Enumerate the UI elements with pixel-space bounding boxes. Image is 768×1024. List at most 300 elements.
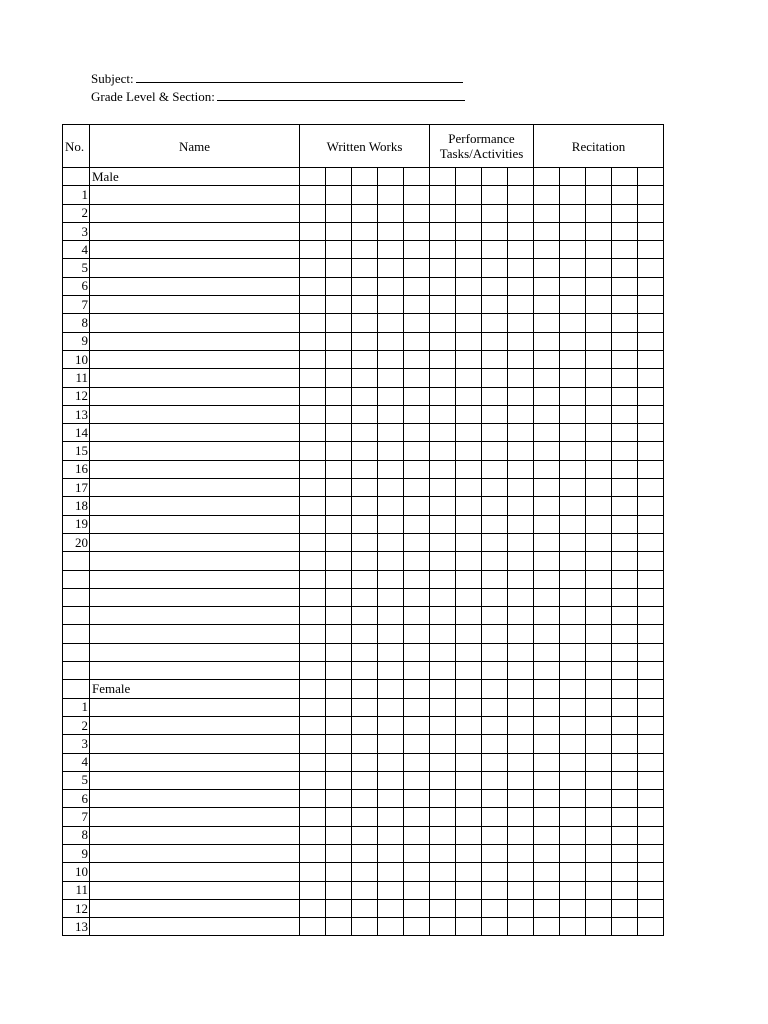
score-cell[interactable] [586, 460, 612, 478]
score-cell[interactable] [300, 387, 326, 405]
score-cell[interactable] [430, 570, 456, 588]
score-cell[interactable] [612, 808, 638, 826]
score-cell[interactable] [482, 350, 508, 368]
score-cell[interactable] [612, 442, 638, 460]
score-cell[interactable] [638, 643, 664, 661]
score-cell[interactable] [404, 716, 430, 734]
score-cell[interactable] [586, 369, 612, 387]
score-cell[interactable] [326, 680, 352, 698]
score-cell[interactable] [456, 625, 482, 643]
score-cell[interactable] [430, 497, 456, 515]
score-cell[interactable] [560, 570, 586, 588]
score-cell[interactable] [638, 424, 664, 442]
score-cell[interactable] [560, 442, 586, 460]
score-cell[interactable] [404, 680, 430, 698]
score-cell[interactable] [638, 790, 664, 808]
score-cell[interactable] [326, 808, 352, 826]
score-cell[interactable] [352, 369, 378, 387]
score-cell[interactable] [430, 387, 456, 405]
score-cell[interactable] [508, 552, 534, 570]
score-cell[interactable] [404, 570, 430, 588]
score-cell[interactable] [508, 442, 534, 460]
score-cell[interactable] [456, 881, 482, 899]
score-cell[interactable] [534, 332, 560, 350]
score-cell[interactable] [638, 515, 664, 533]
score-cell[interactable] [534, 790, 560, 808]
score-cell[interactable] [508, 844, 534, 862]
score-cell[interactable] [378, 863, 404, 881]
score-cell[interactable] [300, 625, 326, 643]
score-cell[interactable] [612, 735, 638, 753]
score-cell[interactable] [508, 588, 534, 606]
name-cell[interactable] [90, 369, 300, 387]
score-cell[interactable] [534, 552, 560, 570]
score-cell[interactable] [456, 662, 482, 680]
score-cell[interactable] [456, 350, 482, 368]
score-cell[interactable] [378, 387, 404, 405]
score-cell[interactable] [534, 186, 560, 204]
score-cell[interactable] [404, 460, 430, 478]
score-cell[interactable] [326, 662, 352, 680]
score-cell[interactable] [456, 204, 482, 222]
score-cell[interactable] [482, 790, 508, 808]
score-cell[interactable] [352, 277, 378, 295]
score-cell[interactable] [352, 296, 378, 314]
score-cell[interactable] [404, 369, 430, 387]
score-cell[interactable] [560, 735, 586, 753]
score-cell[interactable] [352, 442, 378, 460]
score-cell[interactable] [560, 826, 586, 844]
name-cell[interactable] [90, 881, 300, 899]
score-cell[interactable] [404, 881, 430, 899]
score-cell[interactable] [612, 350, 638, 368]
score-cell[interactable] [612, 918, 638, 936]
score-cell[interactable] [430, 460, 456, 478]
score-cell[interactable] [612, 460, 638, 478]
score-cell[interactable] [560, 497, 586, 515]
score-cell[interactable] [404, 387, 430, 405]
score-cell[interactable] [534, 698, 560, 716]
score-cell[interactable] [586, 296, 612, 314]
score-cell[interactable] [612, 314, 638, 332]
score-cell[interactable] [534, 863, 560, 881]
score-cell[interactable] [638, 662, 664, 680]
score-cell[interactable] [430, 808, 456, 826]
score-cell[interactable] [300, 332, 326, 350]
score-cell[interactable] [482, 533, 508, 551]
score-cell[interactable] [482, 881, 508, 899]
score-cell[interactable] [508, 735, 534, 753]
score-cell[interactable] [326, 881, 352, 899]
score-cell[interactable] [560, 259, 586, 277]
score-cell[interactable] [638, 753, 664, 771]
name-cell[interactable] [90, 753, 300, 771]
score-cell[interactable] [378, 643, 404, 661]
score-cell[interactable] [508, 479, 534, 497]
score-cell[interactable] [482, 296, 508, 314]
score-cell[interactable] [534, 350, 560, 368]
score-cell[interactable] [352, 222, 378, 240]
score-cell[interactable] [586, 790, 612, 808]
score-cell[interactable] [456, 241, 482, 259]
score-cell[interactable] [534, 314, 560, 332]
score-cell[interactable] [300, 680, 326, 698]
score-cell[interactable] [430, 241, 456, 259]
score-cell[interactable] [638, 241, 664, 259]
score-cell[interactable] [586, 442, 612, 460]
score-cell[interactable] [404, 607, 430, 625]
score-cell[interactable] [404, 771, 430, 789]
name-cell[interactable] [90, 259, 300, 277]
score-cell[interactable] [352, 241, 378, 259]
score-cell[interactable] [430, 826, 456, 844]
score-cell[interactable] [508, 771, 534, 789]
score-cell[interactable] [430, 369, 456, 387]
score-cell[interactable] [300, 552, 326, 570]
score-cell[interactable] [534, 662, 560, 680]
score-cell[interactable] [560, 277, 586, 295]
score-cell[interactable] [352, 405, 378, 423]
name-cell[interactable] [90, 588, 300, 606]
score-cell[interactable] [404, 863, 430, 881]
score-cell[interactable] [586, 497, 612, 515]
score-cell[interactable] [586, 277, 612, 295]
score-cell[interactable] [482, 552, 508, 570]
score-cell[interactable] [586, 607, 612, 625]
score-cell[interactable] [482, 662, 508, 680]
score-cell[interactable] [482, 204, 508, 222]
score-cell[interactable] [300, 222, 326, 240]
score-cell[interactable] [430, 552, 456, 570]
name-cell[interactable] [90, 808, 300, 826]
score-cell[interactable] [638, 918, 664, 936]
score-cell[interactable] [430, 643, 456, 661]
name-cell[interactable] [90, 186, 300, 204]
name-cell[interactable] [90, 918, 300, 936]
score-cell[interactable] [300, 716, 326, 734]
score-cell[interactable] [404, 277, 430, 295]
score-cell[interactable] [404, 662, 430, 680]
score-cell[interactable] [326, 241, 352, 259]
score-cell[interactable] [378, 369, 404, 387]
score-cell[interactable] [456, 277, 482, 295]
score-cell[interactable] [378, 918, 404, 936]
score-cell[interactable] [404, 350, 430, 368]
score-cell[interactable] [326, 259, 352, 277]
score-cell[interactable] [508, 607, 534, 625]
score-cell[interactable] [456, 424, 482, 442]
score-cell[interactable] [456, 588, 482, 606]
name-cell[interactable] [90, 533, 300, 551]
score-cell[interactable] [482, 241, 508, 259]
score-cell[interactable] [326, 222, 352, 240]
score-cell[interactable] [534, 259, 560, 277]
score-cell[interactable] [560, 899, 586, 917]
score-cell[interactable] [300, 277, 326, 295]
score-cell[interactable] [560, 222, 586, 240]
score-cell[interactable] [430, 277, 456, 295]
score-cell[interactable] [638, 844, 664, 862]
score-cell[interactable] [612, 405, 638, 423]
score-cell[interactable] [638, 899, 664, 917]
score-cell[interactable] [326, 863, 352, 881]
score-cell[interactable] [508, 350, 534, 368]
score-cell[interactable] [508, 424, 534, 442]
score-cell[interactable] [560, 424, 586, 442]
score-cell[interactable] [404, 515, 430, 533]
score-cell[interactable] [352, 424, 378, 442]
score-cell[interactable] [612, 332, 638, 350]
score-cell[interactable] [404, 588, 430, 606]
name-cell[interactable] [90, 844, 300, 862]
score-cell[interactable] [430, 515, 456, 533]
score-cell[interactable] [430, 168, 456, 186]
score-cell[interactable] [534, 680, 560, 698]
score-cell[interactable] [508, 296, 534, 314]
score-cell[interactable] [430, 735, 456, 753]
score-cell[interactable] [508, 533, 534, 551]
score-cell[interactable] [352, 735, 378, 753]
score-cell[interactable] [430, 296, 456, 314]
score-cell[interactable] [378, 424, 404, 442]
score-cell[interactable] [456, 314, 482, 332]
score-cell[interactable] [456, 479, 482, 497]
score-cell[interactable] [456, 771, 482, 789]
score-cell[interactable] [560, 790, 586, 808]
score-cell[interactable] [586, 186, 612, 204]
score-cell[interactable] [560, 241, 586, 259]
score-cell[interactable] [612, 716, 638, 734]
score-cell[interactable] [300, 863, 326, 881]
score-cell[interactable] [560, 881, 586, 899]
score-cell[interactable] [456, 753, 482, 771]
name-cell[interactable] [90, 296, 300, 314]
score-cell[interactable] [326, 277, 352, 295]
score-cell[interactable] [482, 168, 508, 186]
score-cell[interactable] [430, 844, 456, 862]
score-cell[interactable] [378, 533, 404, 551]
score-cell[interactable] [508, 460, 534, 478]
score-cell[interactable] [560, 533, 586, 551]
score-cell[interactable] [404, 314, 430, 332]
score-cell[interactable] [612, 588, 638, 606]
score-cell[interactable] [638, 771, 664, 789]
score-cell[interactable] [534, 204, 560, 222]
score-cell[interactable] [508, 881, 534, 899]
score-cell[interactable] [612, 790, 638, 808]
score-cell[interactable] [482, 460, 508, 478]
score-cell[interactable] [300, 497, 326, 515]
score-cell[interactable] [378, 570, 404, 588]
score-cell[interactable] [638, 204, 664, 222]
score-cell[interactable] [352, 259, 378, 277]
score-cell[interactable] [378, 826, 404, 844]
score-cell[interactable] [352, 790, 378, 808]
score-cell[interactable] [378, 204, 404, 222]
score-cell[interactable] [352, 204, 378, 222]
score-cell[interactable] [482, 442, 508, 460]
score-cell[interactable] [378, 698, 404, 716]
score-cell[interactable] [352, 168, 378, 186]
score-cell[interactable] [508, 790, 534, 808]
score-cell[interactable] [378, 350, 404, 368]
score-cell[interactable] [534, 625, 560, 643]
score-cell[interactable] [326, 716, 352, 734]
score-cell[interactable] [378, 662, 404, 680]
score-cell[interactable] [326, 735, 352, 753]
name-cell[interactable] [90, 552, 300, 570]
score-cell[interactable] [560, 515, 586, 533]
score-cell[interactable] [612, 552, 638, 570]
score-cell[interactable] [352, 698, 378, 716]
score-cell[interactable] [352, 350, 378, 368]
score-cell[interactable] [586, 515, 612, 533]
name-cell[interactable] [90, 405, 300, 423]
name-cell[interactable] [90, 241, 300, 259]
score-cell[interactable] [482, 314, 508, 332]
name-cell[interactable] [90, 515, 300, 533]
score-cell[interactable] [586, 698, 612, 716]
score-cell[interactable] [430, 790, 456, 808]
score-cell[interactable] [612, 881, 638, 899]
score-cell[interactable] [352, 771, 378, 789]
score-cell[interactable] [456, 643, 482, 661]
score-cell[interactable] [482, 826, 508, 844]
score-cell[interactable] [300, 698, 326, 716]
score-cell[interactable] [352, 533, 378, 551]
score-cell[interactable] [560, 405, 586, 423]
score-cell[interactable] [586, 716, 612, 734]
score-cell[interactable] [560, 643, 586, 661]
score-cell[interactable] [378, 460, 404, 478]
score-cell[interactable] [534, 387, 560, 405]
name-cell[interactable] [90, 350, 300, 368]
score-cell[interactable] [482, 918, 508, 936]
score-cell[interactable] [430, 259, 456, 277]
score-cell[interactable] [586, 735, 612, 753]
score-cell[interactable] [378, 442, 404, 460]
score-cell[interactable] [638, 387, 664, 405]
score-cell[interactable] [534, 808, 560, 826]
name-cell[interactable] [90, 479, 300, 497]
score-cell[interactable] [378, 552, 404, 570]
name-cell[interactable] [90, 204, 300, 222]
score-cell[interactable] [560, 168, 586, 186]
score-cell[interactable] [586, 753, 612, 771]
score-cell[interactable] [430, 918, 456, 936]
score-cell[interactable] [326, 625, 352, 643]
score-cell[interactable] [300, 204, 326, 222]
score-cell[interactable] [508, 643, 534, 661]
score-cell[interactable] [612, 387, 638, 405]
score-cell[interactable] [326, 497, 352, 515]
score-cell[interactable] [482, 863, 508, 881]
score-cell[interactable] [586, 881, 612, 899]
score-cell[interactable] [352, 387, 378, 405]
score-cell[interactable] [300, 771, 326, 789]
score-cell[interactable] [404, 844, 430, 862]
score-cell[interactable] [482, 899, 508, 917]
score-cell[interactable] [456, 332, 482, 350]
score-cell[interactable] [456, 680, 482, 698]
score-cell[interactable] [612, 204, 638, 222]
score-cell[interactable] [456, 460, 482, 478]
score-cell[interactable] [326, 204, 352, 222]
score-cell[interactable] [404, 259, 430, 277]
score-cell[interactable] [300, 533, 326, 551]
score-cell[interactable] [560, 680, 586, 698]
score-cell[interactable] [300, 790, 326, 808]
score-cell[interactable] [326, 515, 352, 533]
score-cell[interactable] [300, 844, 326, 862]
score-cell[interactable] [404, 241, 430, 259]
score-cell[interactable] [352, 625, 378, 643]
score-cell[interactable] [482, 844, 508, 862]
score-cell[interactable] [378, 899, 404, 917]
score-cell[interactable] [612, 625, 638, 643]
score-cell[interactable] [378, 405, 404, 423]
score-cell[interactable] [352, 607, 378, 625]
score-cell[interactable] [534, 716, 560, 734]
score-cell[interactable] [612, 186, 638, 204]
score-cell[interactable] [560, 296, 586, 314]
score-cell[interactable] [586, 570, 612, 588]
score-cell[interactable] [534, 241, 560, 259]
score-cell[interactable] [300, 442, 326, 460]
score-cell[interactable] [352, 662, 378, 680]
score-cell[interactable] [378, 771, 404, 789]
score-cell[interactable] [508, 277, 534, 295]
score-cell[interactable] [404, 168, 430, 186]
name-cell[interactable] [90, 735, 300, 753]
score-cell[interactable] [612, 899, 638, 917]
name-cell[interactable] [90, 643, 300, 661]
score-cell[interactable] [612, 826, 638, 844]
score-cell[interactable] [482, 405, 508, 423]
score-cell[interactable] [378, 753, 404, 771]
name-cell[interactable] [90, 442, 300, 460]
score-cell[interactable] [508, 826, 534, 844]
score-cell[interactable] [326, 460, 352, 478]
score-cell[interactable] [482, 771, 508, 789]
subject-blank-field[interactable] [136, 70, 463, 83]
score-cell[interactable] [482, 698, 508, 716]
score-cell[interactable] [404, 497, 430, 515]
score-cell[interactable] [430, 771, 456, 789]
score-cell[interactable] [612, 222, 638, 240]
score-cell[interactable] [508, 716, 534, 734]
score-cell[interactable] [612, 753, 638, 771]
score-cell[interactable] [612, 241, 638, 259]
score-cell[interactable] [508, 662, 534, 680]
score-cell[interactable] [586, 479, 612, 497]
score-cell[interactable] [482, 735, 508, 753]
score-cell[interactable] [300, 570, 326, 588]
score-cell[interactable] [404, 753, 430, 771]
score-cell[interactable] [482, 369, 508, 387]
score-cell[interactable] [586, 808, 612, 826]
score-cell[interactable] [482, 570, 508, 588]
score-cell[interactable] [352, 899, 378, 917]
score-cell[interactable] [456, 533, 482, 551]
score-cell[interactable] [404, 698, 430, 716]
score-cell[interactable] [612, 844, 638, 862]
score-cell[interactable] [430, 222, 456, 240]
score-cell[interactable] [300, 808, 326, 826]
score-cell[interactable] [534, 735, 560, 753]
score-cell[interactable] [534, 296, 560, 314]
score-cell[interactable] [456, 552, 482, 570]
